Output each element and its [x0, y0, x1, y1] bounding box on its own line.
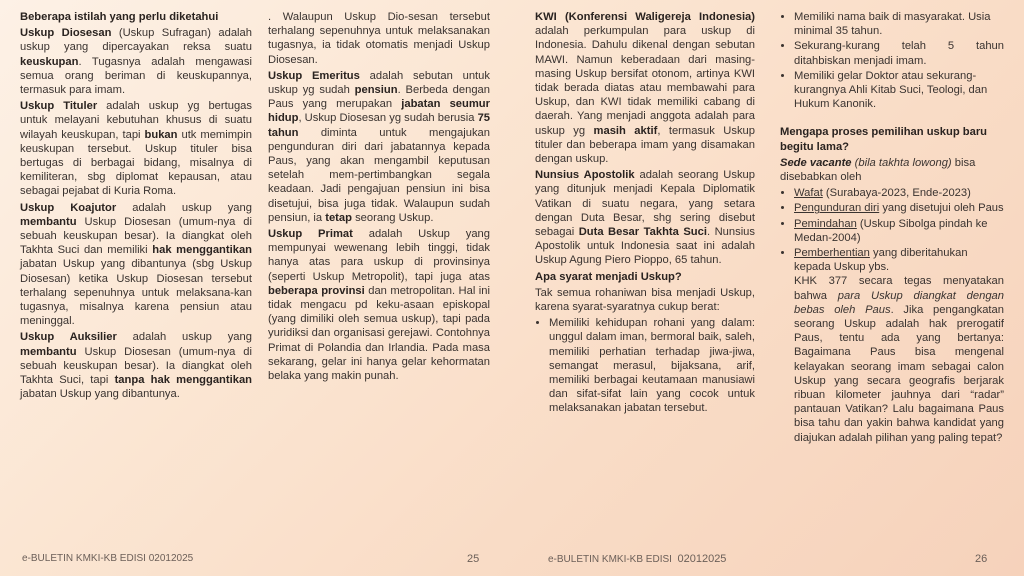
term-uskup-koajutor: Uskup Koajutor: [20, 201, 117, 214]
list-item: • Memiliki kehidupan rohani yang dalam: unggul dalam iman, bermoral baik, saleh, memiliki perhatian terhadap jiwa-jiwa, semangat merasul, bijaksana, arif, memiliki berbagai keutamaan manusiawi dan sifat-sifat lain yang cocok untuk melaksanakan jabatan tersebut.: [549, 316, 755, 415]
bold-text: tanpa hak menggantikan: [114, 374, 252, 387]
text: jabatan Uskup yang dibantunya (sbg Uskup Diosesan) ketika Uskup Diosesan tersebut terhalang sepenuhnya untuk melaksana-kan tugasnya, misalnya karena pensiun atau meninggal.: [20, 258, 252, 328]
list-item: [794, 186, 1004, 200]
text: Uskup Diosesan (umum-nya di sebuah keuskupan besar). Ia diangkat oleh Takhta Suci, tapi: [20, 345, 252, 387]
text: (Uskup Sufragan) adalah uskup yang dipercayakan reksa suatu: [20, 27, 252, 54]
question-heading-syarat: Apa syarat menjadi Uskup?: [535, 270, 682, 283]
text: . Berbeda dengan Paus yang merupakan: [268, 84, 490, 111]
text: KHK 377 secara tegas menyatakan bahwa: [794, 275, 1004, 302]
requirements-list-continued: [780, 10, 1004, 111]
paragraph-syarat-intro: Tak semua rohaniwan bisa menjadi Uskup, karena syarat-syaratnya cukup berat:: [535, 286, 755, 314]
list-item: [794, 217, 1004, 245]
term-uskup-emeritus: Uskup Emeritus: [268, 69, 360, 82]
term-nunsius-apostolik: Nunsius Apostolik: [535, 169, 635, 182]
text: seorang Uskup.: [351, 211, 434, 224]
term-uskup-tituler: Uskup Tituler: [20, 100, 98, 113]
paragraph-uskup-auksilier: [20, 330, 252, 401]
list-item: [794, 246, 1004, 274]
paragraph-uskup-tituler: [20, 99, 252, 198]
paragraph-uskup-primat: [268, 227, 490, 383]
footer-text: e-BULETIN KMKI-KB EDISI: [548, 554, 672, 565]
term-kwi: KWI (Konferensi Waligereja Indonesia): [535, 11, 755, 23]
bold-text: pensiun: [354, 84, 398, 97]
section-heading: Beberapa istilah yang perlu diketahui: [20, 11, 219, 23]
list-item: • Memiliki gelar Doktor atau sekurang-kurangnya Ahli Kitab Suci, Teologi, dan Hukum Kanonik.: [794, 69, 1004, 112]
footer-edition: 02012025: [677, 553, 727, 565]
bold-text: membantu: [20, 215, 77, 228]
footer-left: e-BULETIN KMKI-KB EDISI 02012025: [22, 553, 194, 564]
underlined-text: Wafat: [794, 187, 823, 200]
paragraph-sede-vacante: [780, 156, 1004, 184]
reasons-list: [780, 186, 1004, 274]
bold-text: bukan: [144, 128, 178, 141]
bold-text: tetap: [325, 211, 352, 224]
paragraph-uskup-koajutor: [20, 201, 252, 329]
list-item: • Memiliki nama baik di masyarakat. Usia minimal 35 tahun.: [794, 10, 1004, 38]
underlined-text: Pemberhentian: [794, 247, 870, 260]
text: adalah seorang Uskup yang ditunjuk menjadi Kepala Diplomatik Vatikan di suatu negara, yang setara dengan Duta Besar, shg sering disebut sebagai: [535, 169, 755, 239]
column-3: [535, 10, 755, 420]
bold-text: beberapa provinsi: [268, 284, 365, 297]
italic-text: (bila takhta lowong): [851, 156, 952, 169]
text: adalah uskup yg bertugas untuk melayani kebutuhan khusus di suatu wilayah keuskupan, tapi: [20, 100, 252, 141]
paragraph-khk: [780, 274, 1004, 444]
text: bisa disebabkan oleh: [780, 156, 976, 184]
text: yang diberitahukan kepada Uskup ybs.: [794, 247, 968, 274]
paragraph-nunsius: [535, 168, 755, 267]
text: utk memimpin keuskupan tersebut. Uskup tituler bisa bertugas di berbagai bidang, misalnya di kemiliteran, sbg diplomat kepausan, atau sebagai pejabat di Kuria Roma.: [20, 128, 252, 198]
text: adalah perkumpulan para uskup di Indonesia. Dahulu dikenal dengan sebutan MAWI. Namun keberadaan dari masing-masing Uskup bersifat otonom, artinya KWI tidak berada diatas atau membawahi para Uskup, dan KWI tidak memiliki cabang di daerah. Yang menjadi anggota adalah para uskup yg: [535, 25, 755, 137]
list-item: [794, 201, 1004, 215]
text: adalah uskup yang: [116, 331, 252, 344]
page-number-left: 25: [467, 553, 480, 565]
paragraph-uskup-emeritus: [268, 69, 490, 225]
paragraph-continuation: . Walaupun Uskup Dio-sesan tersebut terhalang sepenuhnya untuk melaksanakan tugasnya, ia tidak otomatis menjadi Uskup Diosesan.: [268, 11, 490, 66]
paragraph-kwi: [535, 10, 755, 166]
column-2: [268, 10, 490, 385]
bold-text: 75 tahun: [268, 112, 491, 139]
text: Uskup Diosesan (umum-nya di sebuah keuskupan besar). Ia diangkat oleh Takhta Suci dan memiliki: [20, 215, 252, 257]
text: jabatan Uskup yang dibantunya.: [20, 388, 180, 401]
text: , Uskup Diosesan yg sudah berusia: [298, 112, 478, 125]
bold-text: hak menggantikan: [152, 244, 252, 257]
term-uskup-diosesan: Uskup Diosesan: [20, 27, 112, 40]
column-1: [20, 10, 252, 403]
page-number-right: 26: [975, 553, 988, 565]
footer-right: [548, 553, 726, 565]
term-sede-vacante: Sede vacante: [780, 156, 852, 169]
list-item: • Sekurang-kurang telah 5 tahun ditahbiskan menjadi imam.: [794, 39, 1004, 67]
requirements-list: [535, 316, 755, 415]
underlined-text: Pengunduran diri: [794, 202, 880, 215]
text: adalah sebutan untuk uskup yg sudah: [268, 69, 490, 97]
bold-text: masih aktif: [593, 124, 658, 137]
text: diminta untuk mengajukan pengunduran diri dari jabatannya kepada Paus, yang akan mengambil keputusan setelah mem-pertimbangkan segala keadaan. Jadi pengajuan pensiun ini bisa disetujui, bisa juga tidak. Walaupun sudah pensiun, ia: [268, 126, 490, 224]
text: adalah Uskup yang mempunyai wewenang lebih tinggi, tidak hanya atas para uskup di provinsinya (seperti Uskup Metropolit), tapi juga atas: [268, 228, 491, 283]
bold-text: membantu: [20, 345, 77, 358]
text: . Tugasnya adalah mengawasi semua orang beriman di keuskupannya, termasuk para imam.: [20, 55, 252, 97]
paragraph-uskup-diosesan: [20, 26, 252, 97]
bold-text: keuskupan: [20, 55, 79, 68]
term-uskup-auksilier: Uskup Auksilier: [20, 331, 117, 344]
text: dan metropolitan. Hal ini tidak mengacu pd keku-asaan episkopal (yang dimiliki oleh semua uskup), tapi pada yuridiksi dan organisasi gerejawi. Contohnya Primat di Polandia dan Irlandia. Pada masa sekarang, gelar ini hanya gelar kehormatan belaka yang makin punah.: [268, 284, 490, 383]
text: adalah uskup yang: [116, 201, 252, 214]
text: . Jika pengangkatan seorang Uskup adalah hak prerogatif Paus, tentu ada yang bertanya: Bagaimana Paus bisa mengenal kelayakan seorang imam sebagai calon Uskup yang secara geografis berjarak ribuan kilometer jauhnya dari “radar” pantauan Vatikan? Lalu bagaimana Paus bisa tahu dan yakin bahwa kandidat yang diajukan adalah pilihan yang paling tepat?: [794, 303, 1004, 444]
question-heading-proses: Mengapa proses pemilihan uskup baru begitu lama?: [780, 126, 988, 153]
text: (Uskup Sibolga pindah ke Medan-2004): [794, 217, 988, 244]
bold-text: jabatan seumur hidup: [268, 98, 490, 125]
term-uskup-primat: Uskup Primat: [268, 228, 353, 241]
text: , termasuk Uskup tituler dan beberapa imam yang disamakan dengan uskup.: [535, 124, 755, 166]
bold-text: Duta Besar Takhta Suci: [578, 226, 707, 239]
text: yang disetujui oleh Paus: [879, 202, 1004, 215]
text: . Nunsius Apostolik untuk Indonesia saat ini adalah Uskup Agung Piero Pioppo, 65 tahun.: [535, 226, 756, 267]
text: (Surabaya-2023, Ende-2023): [822, 187, 971, 200]
italic-text: para Uskup diangkat dengan bebas oleh Paus: [794, 289, 1004, 316]
underlined-text: Pemindahan: [794, 217, 857, 230]
column-4: [780, 10, 1004, 447]
